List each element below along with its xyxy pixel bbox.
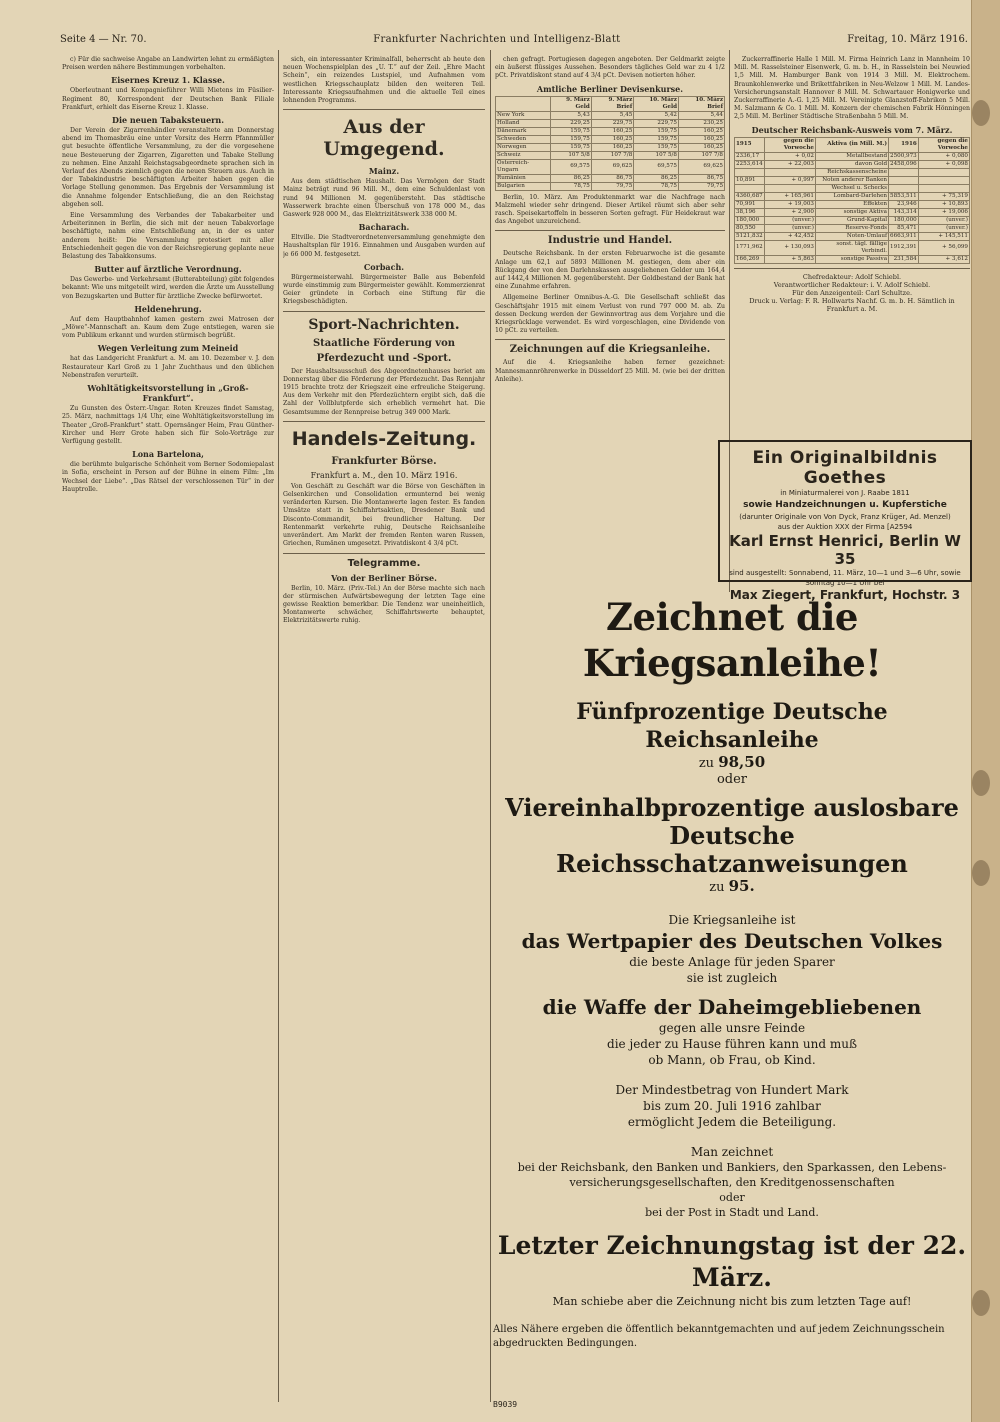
table-cell: sonstige Passiva (815, 255, 888, 263)
page-number: Seite 4 — Nr. 70. (60, 33, 147, 45)
table-cell: 69,625 (678, 159, 724, 174)
table-cell: 143,314 (889, 208, 919, 216)
article-text: Eine Versammlung des Verbandes der Tabakarbeiter und Arbeiterinnen in Berlin, die sich mit der neuen Tabakvorlage beschäftigte, nahm eine Entschließung an, in der es unter anderem heißt: Die Versammlung protestiert mit aller Entschiedenheit gegen die von der Reichsregierung geplante neue Belastung des Tabakkonsums. (62, 212, 274, 261)
table-cell: 69,575 (634, 159, 679, 174)
table-row (496, 182, 725, 190)
table-cell: sonst. tägl. fällige Verbindl. (815, 240, 888, 255)
table-cell: + 56,099 (918, 240, 969, 255)
ad-line: sowie Handzeichnungen u. Kupferstiche (743, 500, 947, 510)
article-text: Berlin, 10. März. Am Produktenmarkt war die Nachfrage nach Malzmehl wieder sehr dringend. Dieser Artikel räumt sich aber sehr rasch. Speisekartoffeln in besseren Sorten gefragt. Für Heidekraut war das Angebot unzureichend. (495, 193, 725, 226)
table-cell: (unver.) (918, 216, 969, 224)
table-cell: 159,75 (550, 127, 591, 135)
table-cell: sonstige Aktiva (815, 208, 888, 216)
table-cell: Holland (496, 119, 551, 127)
table-cell: + 165,961 (764, 192, 815, 200)
ad-waffe: die Waffe der Daheimgebliebenen (542, 995, 922, 1019)
article-text: Zuckerraffinerie Halle 1 Mill. M. Firma Heinrich Lanz in Mannheim 10 Mill. M. Rasselsteiner Eisenwerk, G. m. b. H., in Rasselstein bei Neuwied 1,5 Mill. M. Hamburger Bank von 1914 3 Mill. M. Elektrochem. Braunkohlenwerke und Brikettfabriken in Neu-Welzow 1 Mill. M. Landes-Versicherungsanstalt Hannover 8 Mill. M. Schwartauer Honigwerke und Zuckerraffinerie A.-G. 1,25 Mill. M. Vereinigte Glanzstoff-Fabriken 5 Mill. M. Salzmann & Co. 1 Mill. M. Konzern der chemischen Fabrik Hönningen 2,5 Mill. M. Berliner Städtische Straßenbahn 5 Mill. M. (734, 56, 970, 121)
sport-subheading: Pferdezucht und -Sport. (316, 352, 452, 364)
article-text: chen gefragt. Portugiesen dagegen angeboten. Der Geldmarkt zeigte ein äußerst flüssiges Aussehen. Besonders tägliches Geld war zu 4 1/2 pCt. Privatdiskont stand auf 4 3/4 pCt. Devisen notierten höher. (495, 56, 725, 80)
ad-price-value: 95. (728, 877, 755, 895)
ad-line: Man zeichnet (690, 1145, 774, 1159)
ad-line: gegen alle unsre Feinde (658, 1021, 806, 1035)
article-text: Berlin, 10. März. (Priv.-Tel.) An der Börse machte sich nach der stürmischen Aufwärtsbewegung der letzten Tage eine gewisse Reaktion bemerkbar. Die Tendenz war uneinheitlich, Montanwerte schwächer, Schiffahrtswerte behauptet, Elektrizitätswerte ruhig. (283, 584, 485, 625)
table-cell: 23,946 (889, 200, 919, 208)
table-cell: Bulgarien (496, 182, 551, 190)
article-text: Auf die 4. Kriegsanleihe haben ferner gezeichnet: Mannesmannröhrenwerke in Düsseldorf 25 Mill. M. (wie bei der dritten Anleihe). (495, 359, 725, 383)
table-row (735, 232, 970, 240)
table-cell: 230,25 (678, 119, 724, 127)
table-cell: 4360,687 (736, 192, 763, 199)
article-text: Bürgermeisterwahl. Bürgermeister Balle aus Bebenfeld wurde einstimmig zum Bürgermeister gewählt. Kommerzienrat Geier gründete in Corbach eine Stiftung für die Kriegsbeschädigten. (283, 273, 485, 306)
table-cell: + 3,612 (918, 255, 969, 263)
table-cell: 5,44 (678, 111, 724, 119)
table-cell: 10,891 (735, 176, 765, 184)
article-text: Das Gewerbe- und Verkehrsamt (Butterabteilung) gibt folgendes bekannt: Wie uns mitgeteilt wird, werden die Ärzte um Ausstellung von Bezugskarten und Butter für ärztliche Zwecke befürwortet. (62, 276, 274, 300)
telegramme-heading: Telegramme. (347, 557, 421, 569)
table-cell: 2253,614 (736, 160, 763, 167)
table-cell: + 130,093 (764, 240, 815, 255)
issue-date: Freitag, 10. März 1916. (847, 33, 968, 45)
table-row (735, 192, 970, 200)
table-cell: Reserve-Fonds (815, 224, 888, 232)
table-cell: 69,575 (550, 159, 591, 174)
table-cell: 160,25 (591, 135, 633, 143)
section-divider (283, 421, 485, 422)
devisen-heading: Amtliche Berliner Devisenkurse. (536, 83, 684, 94)
ad-price-2 (493, 878, 971, 896)
table-cell: (unver.) (918, 224, 969, 232)
table-cell: 2500,973 (890, 152, 917, 159)
table-cell (918, 168, 969, 176)
table-row (496, 174, 725, 182)
article-text: die berühmte bulgarische Schönheit vom Berner Sodomiepalast in Sofia, erscheint in Person auf der Bühne in einem Film: „Im Wechsel der Liebe“. „Das Rätsel der verschlossenen Tür“ in der Hauptrolle. (62, 461, 274, 493)
table-cell: 180,000 (889, 216, 919, 224)
table-row (735, 152, 970, 160)
table-cell: Schweiz (496, 151, 551, 159)
table-cell: Noten-Umlauf (815, 232, 888, 240)
article-text: Von Geschäft zu Geschäft war die Börse von Geschäften in Gelsenkirchen und Consolidation ermunternd bei wenig veränderten Kursen. Die Montanwerte lagen fester. Es fanden Umsätze statt in Schiffahrtsaktien, Dresdener Bank und Disconto-Commandit, bei freundlicher Haltung. Der Rentenmarkt verkehrte ruhig, Deutsche Reichsanleihe unverändert. Am Markt der fremden Renten waren Russen, Griechen, Rumänen umgesetzt. Privatdiskont 4 3/4 pCt. (283, 482, 485, 548)
table-cell: Lombard-Darlehen (815, 192, 888, 200)
section-divider (734, 268, 970, 269)
column-rule (278, 50, 279, 1402)
place-heading: Corbach. (363, 261, 405, 272)
column-3 (495, 56, 725, 581)
column-2 (283, 56, 485, 1408)
table-header-cell: 9. März Geld (550, 96, 591, 111)
table-row (735, 240, 970, 255)
telegramme-subheading: Von der Berliner Börse. (331, 572, 437, 583)
masthead: Frankfurter Nachrichten und Intelligenz-Blatt (373, 33, 621, 45)
section-divider (283, 109, 485, 110)
table-cell: Grund-Kapital (815, 216, 888, 224)
table-cell: 159,75 (550, 143, 591, 151)
binding-hole (972, 1290, 990, 1316)
table-header-cell: Aktiva (in Mill. M.) (815, 137, 888, 152)
ad-ziegert: Max Ziegert, Frankfurt, Hochstr. 3 (729, 588, 961, 602)
table-cell: 1912,391 (889, 240, 919, 255)
table-cell: 160,25 (591, 127, 633, 135)
table-cell: 86,25 (634, 174, 679, 182)
article-text: Eltville. Die Stadtverordnetenversammlung genehmigte den Haushaltsplan für 1916. Einnahmen und Ausgaben wurden auf je 66 000 M. festgesetzt. (283, 234, 485, 258)
table-row (735, 200, 970, 208)
ad-schatzanweisungen-1: Viereinhalbprozentige auslosbare (505, 793, 959, 822)
table-cell: 86,75 (591, 174, 633, 182)
table-header-cell: gegen die Vorwoche (764, 137, 815, 152)
table-row (735, 176, 970, 184)
ad-line: die jeder zu Hause führen kann und muß (607, 1037, 857, 1051)
ad-line: Die Kriegsanleihe ist (668, 913, 796, 927)
goethe-advertisement (718, 440, 972, 602)
table-row (735, 224, 970, 232)
table-cell: Reichskassenscheine (815, 168, 888, 176)
zeichnungen-heading: Zeichnungen auf die Kriegsanleihe. (509, 344, 711, 356)
table-cell (764, 184, 815, 192)
table-cell: Effekten (815, 200, 888, 208)
column-4 (734, 56, 970, 436)
table-cell: + 0,080 (918, 152, 969, 160)
ad-line: aus der Auktion XXX der Firma [A2594 (777, 523, 913, 531)
table-cell: 159,75 (550, 135, 591, 143)
section-heading-sport: Sport-Nachrichten. (308, 316, 460, 333)
reichsbank-ausweis-table (734, 137, 970, 264)
article-text: Der Haushaltsausschuß des Abgeordnetenhauses beriet am Donnerstag über die Förderung der Pferdezucht. Das Rennjahr 1915 brachte trotz der Kriegszeit eine erfreuliche Steigerung. Aus dem Verkehr mit den Pferdezüchtern ergibt sich, daß die Zahl der Vollblutpferde sich erheblich vermehrt hat. Die Gesamtsumme der Rennpreise betrug 349 000 Mark. (283, 367, 485, 416)
ad-footer: Alles Nähere ergeben die öffentlich bekanntgemachten und auf jedem Zeichnungsschein abgedruckten Bedingungen. (493, 1324, 945, 1349)
place-heading: Mainz. (368, 166, 400, 177)
section-heading-umgegend: Aus der Umgegend. (323, 116, 445, 161)
table-row (735, 184, 970, 192)
ad-reichsanleihe: Fünfprozentige Deutsche Reichsanleihe (576, 699, 888, 753)
ad-headline: Zeichnet die Kriegsanleihe! (582, 595, 882, 685)
table-cell: Noten anderer Banken (815, 176, 888, 184)
ad-wertpapier: das Wertpapier des Deutschen Volkes (521, 929, 943, 953)
table-cell: 160,25 (678, 127, 724, 135)
ad-price-1 (493, 754, 971, 772)
table-cell (764, 168, 815, 176)
article-heading: Eisernes Kreuz 1. Klasse. (111, 75, 225, 86)
section-divider (283, 311, 485, 312)
devisen-table (495, 96, 725, 191)
article-text: Aus dem städtischen Haushalt. Das Vermögen der Stadt Mainz beträgt rund 96 Mill. M., dem eine Schuldenlast von rund 94 Millionen M. gegenübersteht. Das städtische Wasserwerk brachte einen Überschuß von 178 000 M., das Gaswerk 928 000 M., das Elektrizitätswerk 338 000 M. (283, 178, 485, 219)
table-cell (889, 176, 919, 184)
article-text: Zu Gunsten des Österr.-Ungar. Roten Kreuzes findet Samstag, 25. März, nachmittags 1/4 Uhr, eine Wohltätigkeitsvorstellung im Theater „Groß-Frankfurt“ statt. Opernsänger Heim, Frau Günther-Kircher und Herr Grote haben sich für Solo-Vorträge zur Verfügung gestellt. (62, 405, 274, 445)
table-cell: + 75,319 (918, 192, 969, 200)
article-heading: Lona Bartelona, (132, 449, 204, 460)
article-text: Allgemeine Berliner Omnibus-A.-G. Die Gesellschaft schließt das Geschäftsjahr 1915 mit einem Verlust von rund 797 000 M. ab. Zu dessen Deckung werden der Gewinnvortrag aus dem Vorjahre und die Kriegsrücklage verwendet. Es wird vorgeschlagen, eine Dividende von 10 pCt. zu verteilen. (495, 294, 725, 335)
ad-line: Der Mindestbetrag von Hundert Mark (615, 1083, 849, 1097)
table-cell: + 22,003 (764, 160, 815, 168)
table-cell: Österreich-Ungarn (496, 159, 551, 174)
table-cell (918, 176, 969, 184)
table-cell: 1771,962 (735, 240, 765, 255)
table-cell: Metallbestand (815, 152, 888, 160)
table-cell: + 10,893 (918, 200, 969, 208)
table-cell: 5,42 (634, 111, 679, 119)
table-row (496, 111, 725, 119)
table-cell: 70,991 (735, 200, 765, 208)
table-row (496, 135, 725, 143)
table-cell: 86,75 (678, 174, 724, 182)
ad-price-value: 98,50 (718, 753, 766, 771)
table-row (735, 255, 970, 263)
table-cell: 229,25 (550, 119, 591, 127)
ad-line: oder (719, 1191, 745, 1204)
table-cell: 5853,511 (890, 192, 917, 199)
article-heading: Butter auf ärztliche Verordnung. (94, 264, 242, 275)
table-cell: 78,75 (634, 182, 679, 190)
ad-line: Man schiebe aber die Zeichnung nicht bis zum letzten Tage auf! (552, 1295, 912, 1308)
table-cell: 160,25 (678, 143, 724, 151)
table-cell (735, 168, 765, 176)
table-cell: Norwegen (496, 143, 551, 151)
binding-hole (972, 860, 990, 886)
table-cell: 159,75 (634, 135, 679, 143)
table-cell: 5121,832 (736, 232, 763, 239)
ad-line: in Miniaturmalerei von J. Raabe 1811 (780, 489, 910, 497)
imprint-line: Verantwortlicher Redakteur: i. V. Adolf Schiebl. (773, 280, 931, 289)
ausweis-heading: Deutscher Reichsbank-Ausweis vom 7. März. (751, 124, 953, 135)
table-cell: 159,75 (634, 127, 679, 135)
table-cell: + 42,452 (764, 232, 815, 240)
table-cell: Dänemark (496, 127, 551, 135)
section-divider (495, 339, 725, 340)
binding-hole (972, 770, 990, 796)
table-cell: (unver.) (764, 224, 815, 232)
table-row (735, 216, 970, 224)
ad-line: ob Mann, ob Frau, ob Kind. (648, 1053, 816, 1067)
table-cell: + 5,863 (764, 255, 815, 263)
table-cell: + 145,511 (918, 232, 969, 240)
table-cell: 5,45 (591, 111, 633, 119)
page-edge (971, 0, 1000, 1422)
column-rule (490, 50, 491, 1402)
article-heading: Die neuen Tabaksteuern. (112, 115, 224, 126)
table-cell: 5,43 (550, 111, 591, 119)
ad-line: sie ist zugleich (686, 971, 778, 985)
article-heading: Wohltätigkeitsvorstellung in „Groß-Frankfurt“. (87, 383, 249, 404)
imprint-line: Chefredakteur: Adolf Schiebl. (802, 272, 902, 281)
boerse-heading: Frankfurter Börse. (331, 455, 437, 467)
table-cell: 107 5/8 (634, 151, 679, 159)
table-cell: 166,269 (735, 255, 765, 263)
table-header-cell: 1916 (889, 137, 919, 152)
ad-title: Ein Originalbildnis Goethes (752, 448, 938, 488)
table-cell: (unver.) (764, 216, 815, 224)
table-cell: 78,75 (550, 182, 591, 190)
ad-line: bei der Reichsbank, den Banken und Bankiers, den Sparkassen, den Lebens- (517, 1161, 947, 1174)
table-row (735, 160, 970, 168)
table-cell (918, 184, 969, 192)
article-text: Auf dem Hauptbahnhof kamen gestern zwei Matrosen der „Möwe“-Mannschaft an. Kaum dem Zuge entstiegen, waren sie vom Publikum erkannt und wurden stürmisch begrüßt. (62, 315, 274, 340)
table-row (496, 143, 725, 151)
table-header-row (496, 96, 725, 111)
article-text: Oberleutnant und Kompagnieführer Willi Mietens im Füsilier-Regiment 80, Korrespondent der Deutschen Bank Filiale Frankfurt, erhielt das Eiserne Kreuz 1. Klasse. (62, 87, 274, 111)
boerse-dateline: Frankfurt a. M., den 10. März 1916. (310, 470, 458, 480)
table-cell: 80,550 (735, 224, 765, 232)
article-heading: Heldenehrung. (134, 303, 202, 314)
table-cell: 159,75 (634, 143, 679, 151)
table-cell: 180,000 (735, 216, 765, 224)
ad-line: ermöglicht Jedem die Beteiligung. (627, 1115, 837, 1129)
table-cell: + 19,003 (764, 200, 815, 208)
table-cell: 79,75 (678, 182, 724, 190)
imprint-line: Für den Anzeigenteil: Carl Schultze. (791, 288, 913, 297)
table-header-cell: 1915 (735, 137, 765, 152)
article-text: c) Für die sachweise Angabe an Landwirten lehnt zu ermäßigten Preisen werden nähere Bestimmungen vorbehalten. (62, 56, 274, 72)
ad-line: bis zum 20. Juli 1916 zahlbar (643, 1099, 821, 1113)
section-divider (283, 553, 485, 554)
table-row (496, 151, 725, 159)
table-cell: 79,75 (591, 182, 633, 190)
table-cell: Schweden (496, 135, 551, 143)
imprint (734, 273, 970, 313)
article-text: sich, ein interessanter Kriminalfall, beherrscht ab heute den neuen Wochenspielplan des „U. T.“ auf der Zeil. „Ehre Macht Schein“, ein reizendes Lustspiel, und Aufnahmen vom westlichen Kriegsschauplatz bilden den weiteren Teil. Interessante Kriegsaufnahmen und die aktuelle Teil eines lohnenden Programms. (283, 56, 485, 105)
print-code: B9039 (493, 1400, 518, 1409)
table-cell: 107 7/8 (591, 151, 633, 159)
sport-subheading: Staatliche Förderung von (312, 337, 456, 349)
article-heading: Wegen Verleitung zum Meineid (97, 343, 239, 354)
article-text: hat das Landgericht Frankfurt a. M. am 10. Dezember v. J. den Restaurateur Karl Groß zu 1 Jahr Zuchthaus und den üblichen Nebenstrafen verurteilt. (62, 355, 274, 379)
table-cell: + 2,900 (764, 208, 815, 216)
ad-henrici: Karl Ernst Henrici, Berlin W 35 (729, 532, 961, 568)
table-cell: Rumänien (496, 174, 551, 182)
ad-price-prefix: zu (709, 880, 725, 895)
table-cell: 160,25 (678, 135, 724, 143)
ad-line: sind ausgestellt: Sonnabend, 11. März, 10—1 und 3—6 Uhr, sowie Sonntag 10—1 Uhr bei (729, 569, 961, 587)
kriegsanleihe-advertisement (493, 586, 971, 1406)
table-cell: 6663,911 (890, 232, 917, 239)
ad-line: die beste Anlage für jeden Sparer (629, 955, 835, 969)
table-cell: 160,25 (591, 143, 633, 151)
table-header-row (735, 137, 970, 152)
ad-price-prefix: zu (698, 756, 715, 771)
place-heading: Bacharach. (358, 222, 410, 233)
ad-letzter-tag: Letzter Zeichnungstag ist der 22. März. (497, 1231, 967, 1292)
table-cell: 229,75 (591, 119, 633, 127)
table-row (735, 168, 970, 176)
table-cell: Wechsel u. Schecks (815, 184, 888, 192)
table-cell: 2336,17 (735, 152, 765, 160)
column-1 (62, 56, 274, 1408)
table-row (496, 127, 725, 135)
ad-schatzanweisungen-2: Deutsche Reichsschatzanweisungen (556, 821, 908, 878)
ad-line: bei der Post in Stadt und Land. (645, 1206, 819, 1219)
table-cell: 107 7/8 (678, 151, 724, 159)
table-cell: 38,196 (735, 208, 765, 216)
table-cell: 107 5/8 (550, 151, 591, 159)
table-cell: davon Gold (815, 160, 888, 168)
table-cell: + 0,02 (764, 152, 815, 160)
table-header-cell: 10. März Geld (634, 96, 679, 111)
article-text: Der Verein der Zigarrenhändler veranstaltete am Donnerstag abend im Thomasbräu eine unter Vorsitz des Herrn Pfannmüller gut besuchte öffentliche Versammlung, zu der die vorgesehene neue Besteuerung der Zigarren, Zigaretten und Tabake Stellung zu nehmen. Eine Anzahl Reichstagsabgeordnete sprachen sich in Verlauf des Abends ziemlich gegen die neuen Steuern aus. Auch in der Tabakindustrie beschäftigten Arbeiter haben gegen die Vorlage Stellung genommen. Das Ergebnis der Versammlung ist die Annahme folgender Entschließung, die an den Reichstag abgehen soll. (62, 127, 274, 208)
table-cell: 2458,096 (890, 160, 917, 167)
article-text: Deutsche Reichsbank. In der ersten Februarwoche ist die gesamte Anlage um 62,1 auf 5893 Millionen M. gestiegen, dem aber ein Rückgang der von den Darlehnskassen ausgeliehenen Gelder um 164,4 auf 1442,4 Millionen M. gegenübersteht. Der Goldbestand der Bank hat eine Zunahme erfahren. (495, 250, 725, 291)
table-cell (889, 184, 919, 192)
table-cell: 69,625 (591, 159, 633, 174)
ad-line: (darunter Originale von Von Dyck, Franz Krüger, Ad. Menzel) (739, 513, 951, 521)
table-cell: New York (496, 111, 551, 119)
table-row (735, 208, 970, 216)
table-cell: + 0,098 (918, 160, 969, 168)
section-heading-handel: Handels-Zeitung. (291, 427, 477, 450)
running-header (60, 26, 968, 52)
table-cell: 231,584 (889, 255, 919, 263)
industrie-heading: Industrie und Handel. (547, 235, 673, 247)
imprint-line: Druck u. Verlag: F. R. Hollwarts Nachf. G. m. b. H. Sämtlich in Frankfurt a. M. (749, 296, 955, 313)
binding-hole (972, 100, 990, 126)
section-divider (495, 230, 725, 231)
table-header-cell: 10. März Brief (678, 96, 724, 111)
table-cell: + 0,997 (764, 176, 815, 184)
ad-line: versicherungsgesellschaften, den Kreditgenossenschaften (569, 1176, 895, 1189)
table-cell (735, 184, 765, 192)
ad-oder: oder (716, 772, 748, 787)
table-cell: + 19,006 (918, 208, 969, 216)
table-header-cell (496, 96, 551, 111)
table-header-cell: 9. März Brief (591, 96, 633, 111)
table-cell: 85,471 (889, 224, 919, 232)
table-cell: 229,75 (634, 119, 679, 127)
table-row (496, 159, 725, 174)
table-row (496, 119, 725, 127)
table-header-cell: gegen die Vorwoche (918, 137, 969, 152)
table-cell: 86,25 (550, 174, 591, 182)
table-cell (889, 168, 919, 176)
